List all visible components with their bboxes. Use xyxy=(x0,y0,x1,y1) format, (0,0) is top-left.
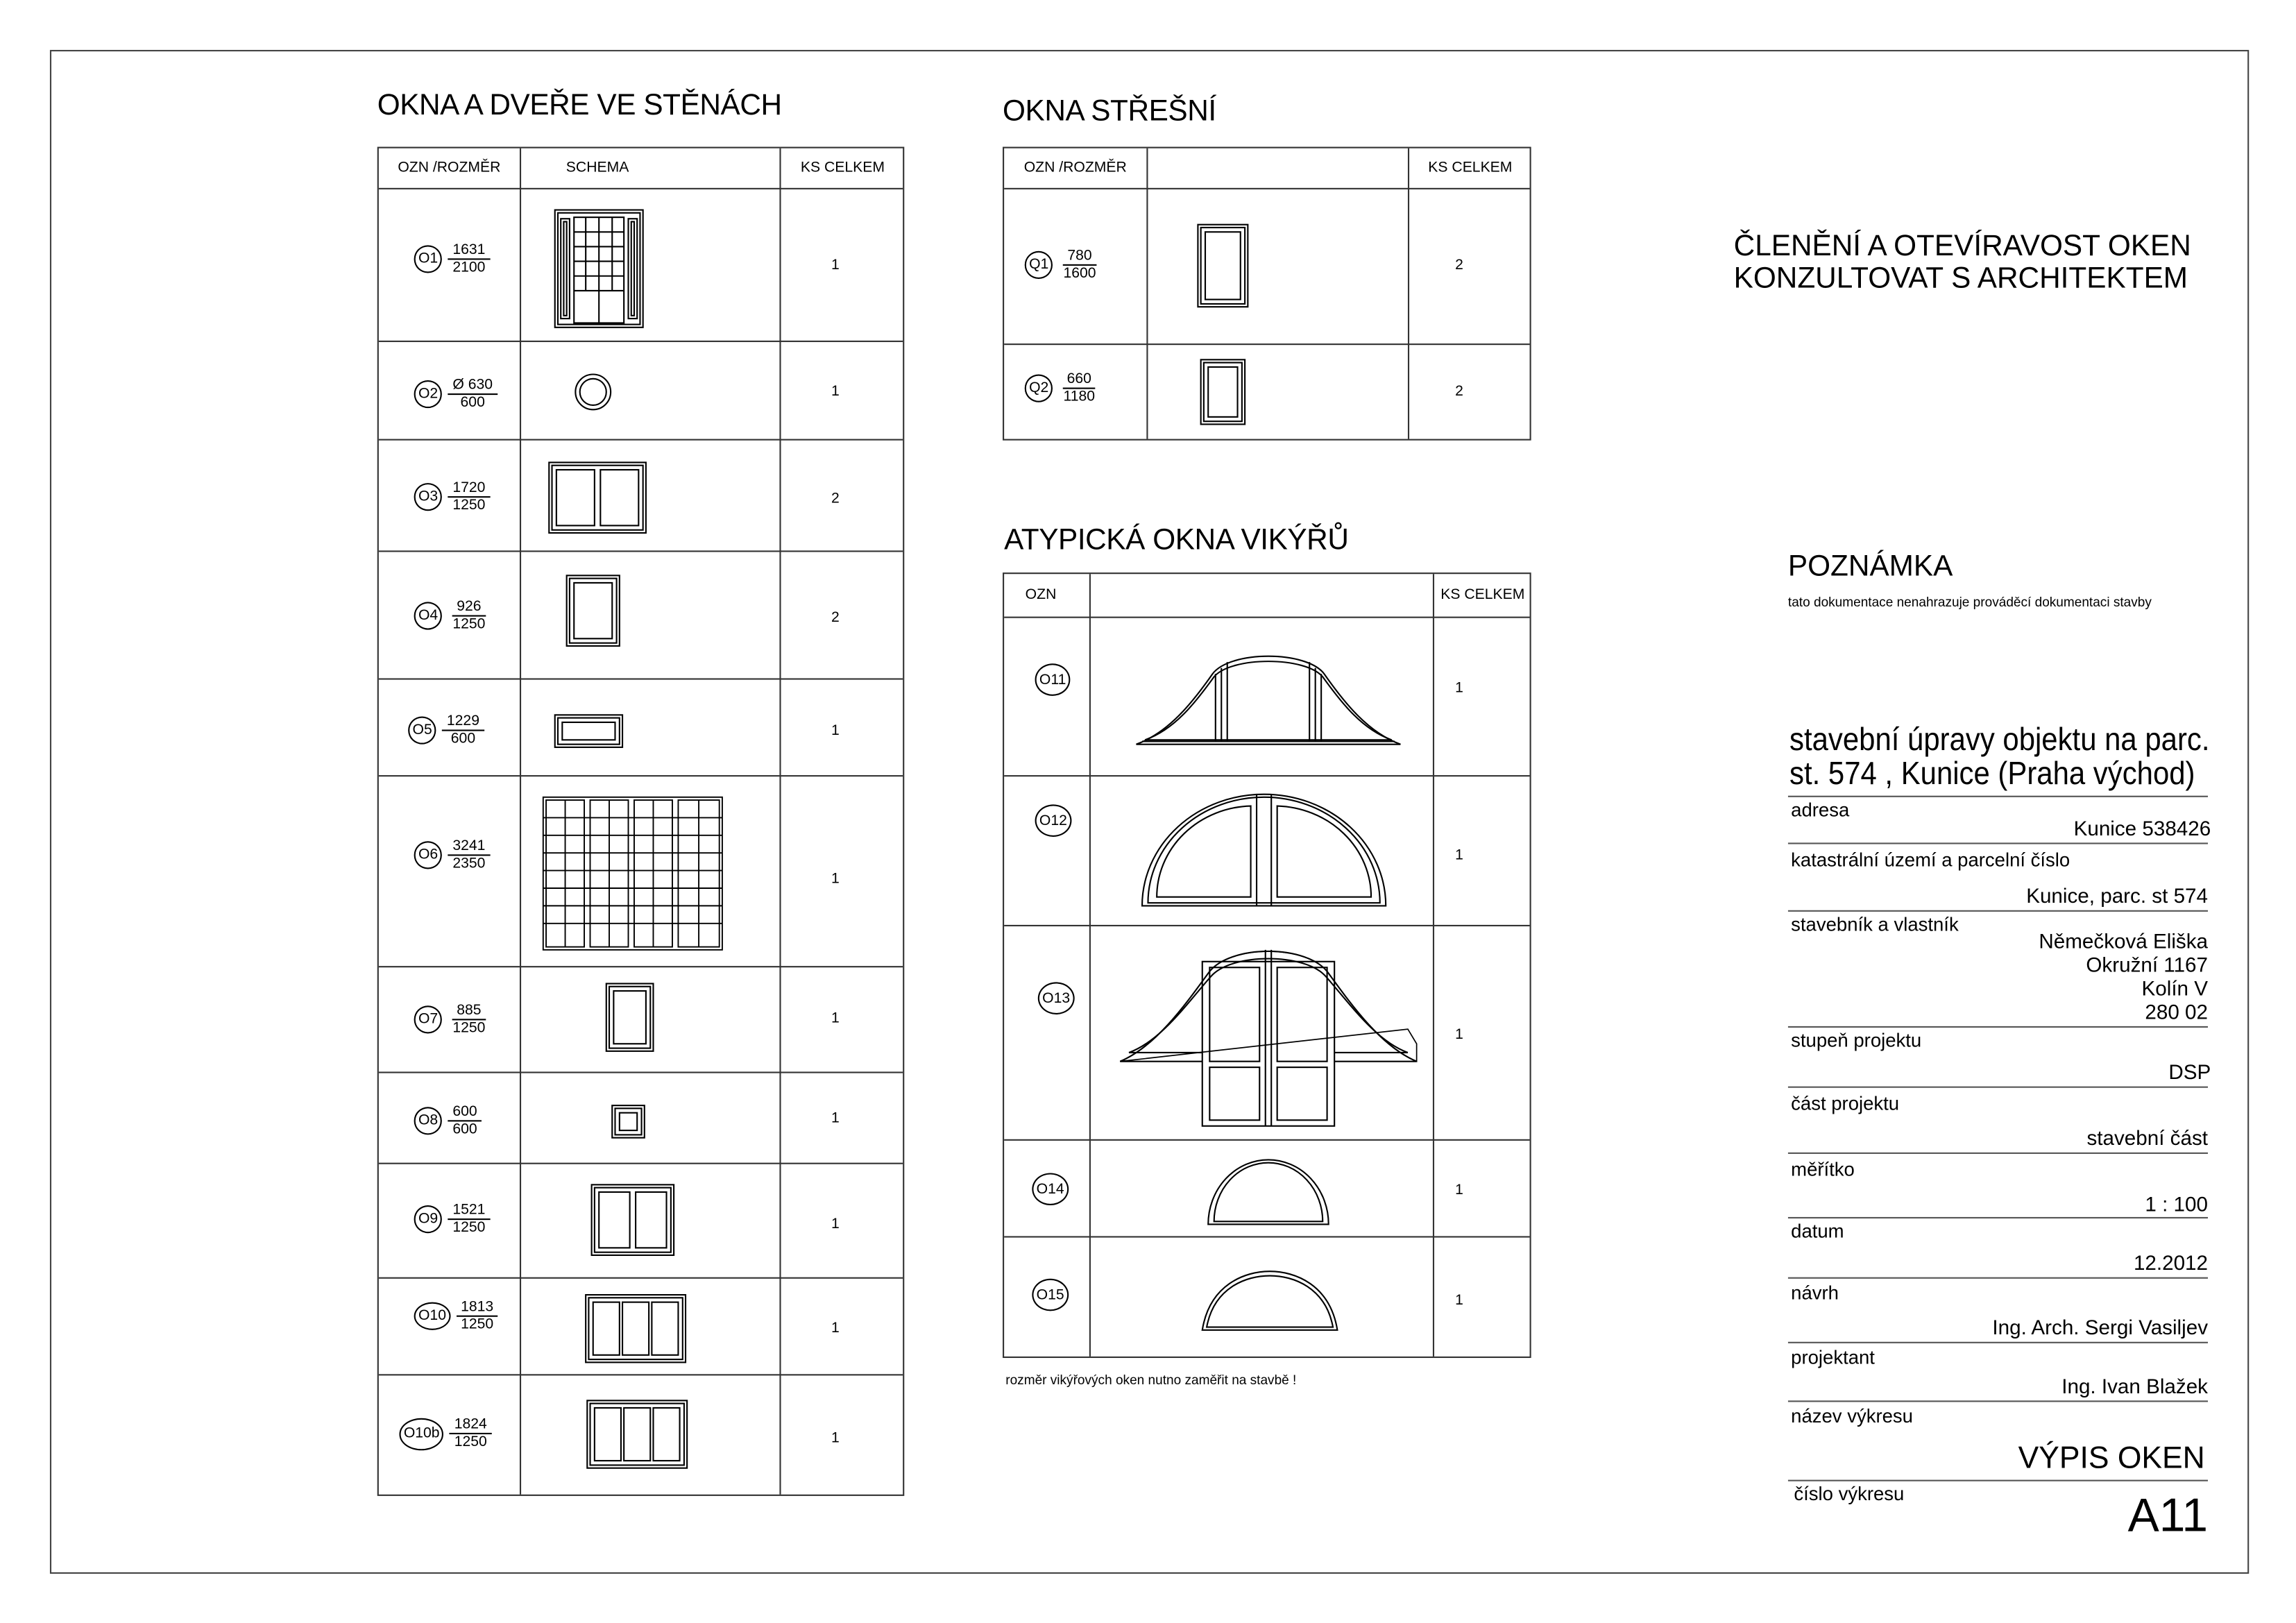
grid-glazing-icon xyxy=(543,797,722,950)
dimension-height: 600 xyxy=(460,395,485,411)
design-value: Ing. Arch. Sergi Vasiljev xyxy=(1992,1315,2209,1339)
dimension-height: 1250 xyxy=(452,1220,486,1237)
dimension-width: 1631 xyxy=(448,242,490,260)
dimension-fraction xyxy=(443,713,484,747)
drawing-number-label: číslo výkresu xyxy=(1794,1482,1905,1505)
window-code-badge: O10 xyxy=(414,1302,451,1330)
project-title-line-2: st. 574 , Kunice (Praha východ) xyxy=(1789,754,2195,792)
single-window-icon xyxy=(567,575,620,646)
two-pane-window-icon xyxy=(549,462,646,533)
count-value: 1 xyxy=(831,871,840,887)
table-row xyxy=(1004,618,1529,776)
table-row xyxy=(379,1073,903,1164)
dimension-width: 1720 xyxy=(448,480,490,498)
dimension-fraction xyxy=(450,1417,491,1451)
row-label xyxy=(414,599,490,633)
date-label: datum xyxy=(1791,1220,1844,1242)
dimension-height: 600 xyxy=(452,1121,477,1138)
dimension-height: 1250 xyxy=(452,1020,486,1037)
dimension-fraction xyxy=(448,599,490,633)
row-label xyxy=(1032,1279,1069,1311)
address-label: adresa xyxy=(1791,798,1850,821)
dimension-width: 1824 xyxy=(450,1417,491,1434)
owner-label: stavebník a vlastník xyxy=(1791,912,1959,935)
cadastre-value: Kunice, parc. st 574 xyxy=(2026,883,2209,908)
window-code-badge: O13 xyxy=(1038,982,1075,1014)
window-code-badge: O10b xyxy=(399,1418,443,1450)
owner-city: Kolín V xyxy=(2141,976,2209,1000)
table-row xyxy=(1004,1238,1529,1360)
engineer-value: Ing. Ivan Blažek xyxy=(2061,1374,2209,1398)
row-label xyxy=(1025,371,1100,405)
roof-window-icon xyxy=(1201,359,1245,424)
row-label xyxy=(414,480,490,514)
stage-label: stupeň projektu xyxy=(1791,1029,1922,1051)
window-code-badge: Q2 xyxy=(1025,375,1053,402)
window-code-badge: O4 xyxy=(414,602,443,629)
advice-line-1: ČLENĚNÍ A OTEVÍRAVOST OKEN xyxy=(1733,230,2191,263)
engineer-label: projektant xyxy=(1791,1346,1875,1368)
row-label xyxy=(1035,804,1072,837)
row-label xyxy=(414,1203,490,1237)
header-code-size: OZN /ROZMĚR xyxy=(1023,160,1127,176)
cadastre-label: katastrální území a parcelní číslo xyxy=(1791,848,2070,871)
row-label xyxy=(414,377,498,411)
table-row xyxy=(1004,926,1529,1141)
count-value: 1 xyxy=(831,1430,840,1447)
count-value: 2 xyxy=(831,610,840,627)
header-code-size: OZN /ROZMĚR xyxy=(398,160,501,176)
small-semicircle-window-icon xyxy=(1207,1158,1330,1225)
three-pane-window-icon xyxy=(587,1400,687,1468)
owner-name: Němečková Eliška xyxy=(2039,929,2209,953)
table-row xyxy=(379,1279,903,1376)
wide-low-window-icon xyxy=(555,715,622,747)
dimension-fraction xyxy=(448,1203,490,1237)
table-header xyxy=(1004,574,1529,618)
dimension-height: 1180 xyxy=(1063,389,1096,405)
owner-zip: 280 02 xyxy=(2145,999,2209,1023)
window-code-badge: O3 xyxy=(414,483,443,511)
window-code-badge: Q1 xyxy=(1025,251,1053,279)
count-value: 1 xyxy=(831,384,840,400)
table-row xyxy=(1004,189,1529,345)
header-count: KS CELKEM xyxy=(800,160,885,176)
window-code-badge: O7 xyxy=(414,1005,443,1033)
row-label xyxy=(399,1417,491,1451)
table-row xyxy=(1004,1141,1529,1238)
row-label xyxy=(414,1003,490,1037)
titleblock-divider xyxy=(1788,842,2208,844)
dimension-width: 1521 xyxy=(448,1203,490,1220)
table-row xyxy=(379,552,903,680)
row-label xyxy=(414,1299,498,1333)
titleblock-divider xyxy=(1788,1342,2208,1343)
single-window-icon xyxy=(606,984,654,1051)
roof-schedule-title: OKNA STŘEŠNÍ xyxy=(1003,95,1216,128)
part-label: část projektu xyxy=(1791,1092,1900,1114)
walls-schedule-table xyxy=(377,147,905,1496)
count-value: 2 xyxy=(831,491,840,507)
count-value: 1 xyxy=(831,1010,840,1027)
three-pane-window-icon xyxy=(586,1295,686,1362)
row-label xyxy=(1032,1173,1069,1205)
count-value: 1 xyxy=(831,257,840,274)
dimension-height: 2100 xyxy=(452,260,486,276)
count-value: 1 xyxy=(831,1110,840,1127)
dimension-height: 1250 xyxy=(452,616,486,633)
owner-block xyxy=(2039,929,2208,1023)
header-count: KS CELKEM xyxy=(1428,160,1513,176)
titleblock-divider xyxy=(1788,910,2208,912)
window-code-badge: O9 xyxy=(414,1205,443,1233)
titleblock-divider xyxy=(1788,1217,2208,1218)
titleblock-divider xyxy=(1788,1277,2208,1279)
note-text: tato dokumentace nenahrazuje prováděcí dokumentaci stavby xyxy=(1787,594,2152,610)
window-code-badge: O2 xyxy=(414,380,443,408)
dimension-fraction xyxy=(1059,371,1099,405)
header-count: KS CELKEM xyxy=(1440,587,1525,604)
eyebrow-arch-door-icon xyxy=(1117,941,1420,1129)
dimension-fraction xyxy=(448,838,490,872)
dimension-width: 885 xyxy=(452,1003,486,1020)
advice-line-2: KONZULTOVAT S ARCHITEKTEM xyxy=(1733,262,2188,296)
count-value: 1 xyxy=(1455,1026,1463,1044)
dimension-height: 1250 xyxy=(461,1316,494,1334)
dimension-height: 1600 xyxy=(1063,265,1096,282)
header-schema xyxy=(1146,148,1408,188)
count-value: 1 xyxy=(1455,680,1463,697)
part-value: stavební část xyxy=(2086,1125,2209,1150)
row-label xyxy=(414,838,490,872)
dimension-fraction xyxy=(448,480,490,514)
titleblock-divider xyxy=(1788,1026,2208,1028)
count-value: 2 xyxy=(1455,257,1463,274)
dimension-width: 3241 xyxy=(448,838,490,856)
row-label xyxy=(408,713,484,747)
count-value: 1 xyxy=(831,1320,840,1337)
flat-arch-window-icon xyxy=(1201,1270,1339,1332)
roof-window-icon xyxy=(1198,225,1248,307)
dimension-height: 1250 xyxy=(454,1434,487,1451)
dimension-width: Ø 630 xyxy=(448,377,497,395)
table-row xyxy=(379,1375,903,1497)
scale-label: měřítko xyxy=(1791,1158,1855,1181)
window-code-badge: O8 xyxy=(414,1107,443,1135)
eyebrow-arch-window-icon xyxy=(1133,645,1403,747)
dimension-width: 600 xyxy=(448,1104,482,1121)
window-code-badge: O15 xyxy=(1032,1279,1069,1311)
round-window-icon xyxy=(574,373,612,411)
dimension-fraction xyxy=(457,1299,498,1333)
dimension-width: 926 xyxy=(452,599,486,616)
dormer-schedule-table xyxy=(1003,572,1531,1358)
window-code-badge: O12 xyxy=(1035,804,1072,837)
french-door-icon xyxy=(555,210,643,328)
window-code-badge: O14 xyxy=(1032,1173,1069,1205)
header-schema xyxy=(1089,574,1433,616)
project-title-line-1: stavební úpravy objektu na parc. xyxy=(1789,720,2210,758)
table-header xyxy=(379,148,903,189)
titleblock-divider xyxy=(1788,796,2208,797)
window-code-badge: O11 xyxy=(1035,663,1071,696)
table-header xyxy=(1004,148,1529,189)
dimension-width: 1813 xyxy=(457,1299,498,1316)
architect-advice xyxy=(1734,230,2191,295)
table-row xyxy=(379,776,903,967)
table-row xyxy=(379,441,903,552)
walls-schedule-title: OKNA A DVEŘE VE STĚNÁCH xyxy=(377,90,782,122)
address-value: Kunice 538426 xyxy=(2073,816,2211,840)
table-row xyxy=(379,342,903,441)
dimension-height: 2350 xyxy=(452,856,486,872)
design-label: návrh xyxy=(1791,1282,1839,1304)
count-value: 1 xyxy=(1455,1182,1463,1199)
stage-value: DSP xyxy=(2168,1060,2211,1084)
count-value: 1 xyxy=(831,722,840,740)
titleblock-divider xyxy=(1788,1087,2208,1088)
table-row xyxy=(379,1164,903,1279)
owner-street: Okružní 1167 xyxy=(2086,953,2209,976)
date-value: 12.2012 xyxy=(2133,1250,2209,1275)
dimension-width: 780 xyxy=(1063,248,1096,266)
row-label xyxy=(1035,663,1071,696)
count-value: 2 xyxy=(1455,384,1463,400)
semicircle-double-window-icon xyxy=(1139,791,1389,908)
table-row xyxy=(1004,345,1529,442)
roof-schedule-table xyxy=(1003,147,1531,441)
count-value: 1 xyxy=(831,1216,840,1233)
window-code-badge: O5 xyxy=(408,716,436,744)
small-square-window-icon xyxy=(612,1105,645,1138)
table-row xyxy=(379,680,903,777)
dimension-fraction xyxy=(448,242,490,276)
dimension-width: 660 xyxy=(1062,371,1096,389)
dormer-schedule-title: ATYPICKÁ OKNA VIKÝŘŮ xyxy=(1004,524,1349,556)
project-title xyxy=(1789,722,2209,790)
row-label xyxy=(414,242,490,276)
row-label xyxy=(1025,248,1100,282)
scale-value: 1 : 100 xyxy=(2145,1191,2209,1216)
dimension-fraction xyxy=(448,377,497,411)
dimension-width: 1229 xyxy=(443,713,484,731)
dimension-height: 600 xyxy=(450,731,476,747)
table-row xyxy=(1004,776,1529,926)
drawing-name-label: název výkresu xyxy=(1791,1404,1913,1427)
note-title: POZNÁMKA xyxy=(1787,550,1953,583)
header-code: OZN xyxy=(1025,587,1057,604)
count-value: 1 xyxy=(1455,1292,1463,1309)
titleblock-divider xyxy=(1788,1480,2208,1481)
dimension-fraction xyxy=(448,1104,482,1138)
dimension-fraction xyxy=(448,1003,490,1037)
two-pane-window-icon xyxy=(592,1184,674,1255)
dormer-footnote: rozměr vikýřových oken nutno zaměřit na stavbě ! xyxy=(1005,1373,1297,1388)
dimension-fraction xyxy=(1059,248,1100,282)
dimension-height: 1250 xyxy=(452,498,486,514)
header-schema: SCHEMA xyxy=(566,160,629,176)
titleblock-divider xyxy=(1788,1153,2208,1154)
window-code-badge: O6 xyxy=(414,841,443,869)
titleblock-divider xyxy=(1788,1400,2208,1402)
window-code-badge: O1 xyxy=(414,245,443,273)
table-row xyxy=(379,189,903,342)
drawing-number-value: A11 xyxy=(2127,1488,2209,1542)
row-label xyxy=(1038,982,1075,1014)
table-row xyxy=(379,967,903,1073)
count-value: 1 xyxy=(1455,847,1463,865)
row-label xyxy=(414,1104,482,1138)
drawing-name-value: VÝPIS OKEN xyxy=(2018,1441,2205,1476)
